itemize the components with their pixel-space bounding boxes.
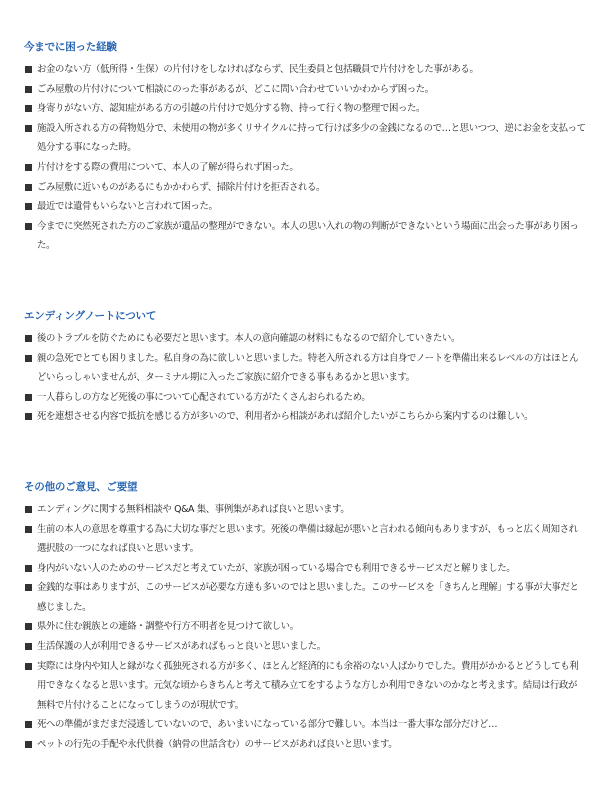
item-text: 死への準備がまだまだ浸透していないので、あいまいになっている部分で難しい。本当は一番大事な部分だけど…: [37, 719, 498, 731]
list-item: [24, 500, 586, 520]
square-bullet-icon: [25, 66, 32, 73]
section-title: その他のご意見、ご要望: [24, 480, 138, 493]
list-item: [24, 197, 586, 217]
list-item: [24, 407, 586, 427]
item-text: お金のない方（低所得・生保）の片付けをしなければならず、民生委員と包括職員で片付けをした事がある。: [37, 64, 479, 75]
item-text: 施設入所される方の荷物処分で、未使用の物が多くリサイクルに持って行けば多少の金銭になるので…と思いつつ、逆にお金を支払って処分する事になった時。: [37, 122, 586, 154]
item-text: 親の急死でとても困りました。私自身の為に欲しいと思いました。特老入所される方は自身でノートを準備出来るレベルの方はほとんどいらっしゃいませんが、ターミナル期に入ったご家族に紹介できる事もあるかと思います。: [37, 352, 579, 384]
list-item: [24, 329, 586, 349]
item-text: 身内がいない人のためのサービスだと考えていたが、家族が困っている場合でも利用できるサービスだと解りました。: [37, 562, 516, 574]
square-bullet-icon: [25, 86, 32, 93]
section-past-troubles: [24, 40, 586, 256]
list-item: [24, 657, 586, 716]
list-item: [24, 158, 586, 178]
item-text: 一人暮らしの方など死後の事について心配されている方がたくさんおられるため。: [37, 391, 371, 403]
item-text: 実際には身内や知人と縁がなく孤独死される方が多く、ほとんど経済的にも余裕のない人ばかりでした。費用がかかるとどうしても利用できなくなると思います。元気な頃からきちんと考えて積み立てをするような方しか利用できないのかなと考えます。結局は行政が無料で片付けることになってしまうのが現状です。: [37, 660, 579, 711]
item-text: 死を連想させる内容で抵抗を感じる方が多いので、利用者から相談があれば紹介したいがこちらから案内するのは難しい。: [37, 411, 534, 423]
list-item: [24, 388, 586, 408]
list-item: [24, 349, 586, 388]
square-bullet-icon: [25, 164, 32, 171]
square-bullet-icon: [25, 663, 32, 670]
item-text: 生活保護の人が利用できるサービスがあればもっと良いと思いました。: [37, 641, 326, 653]
list-item: [24, 578, 586, 617]
square-bullet-icon: [25, 565, 32, 572]
item-text: 最近では遺骨もいらないと言われて困った。: [37, 201, 218, 213]
item-text: 片付けをする際の費用について、本人の了解が得られず困った。: [37, 161, 299, 173]
item-text: ごみ屋敷の片付けについて相談にのった事があるが、どこに問い合わせていいかわからず困った。: [37, 83, 434, 95]
item-text: 身寄りがない方、認知症がある方の引越の片付けで処分する物、持って行く物の整理で困った。: [37, 103, 426, 115]
section-other-opinions: [24, 480, 586, 755]
section-title: エンディングノートについて: [24, 309, 157, 322]
square-bullet-icon: [25, 584, 32, 591]
list-item: [24, 60, 586, 80]
square-bullet-icon: [25, 721, 32, 728]
item-text: 今までに突然死された方のご家族が遺品の整理ができない。本人の思い入れの物の判断ができないという場面に出会った事があり困った。: [37, 220, 579, 252]
list-item: [24, 559, 586, 579]
item-text: 生前の本人の意思を尊重する為に大切な事だと思います。死後の準備は縁起が悪いと言われる傾向もありますが、もっと広く周知され選択肢の一つになれば良いと思います。: [37, 523, 578, 555]
list-item: [24, 99, 586, 119]
list-item: [24, 617, 586, 637]
square-bullet-icon: [25, 355, 32, 362]
square-bullet-icon: [25, 223, 32, 230]
square-bullet-icon: [25, 335, 32, 342]
item-list: [24, 329, 586, 427]
item-list: [24, 500, 586, 755]
item-text: 県外に住む親族との連絡・調整や行方不明者を見つけて欲しい。: [37, 621, 299, 633]
item-list: [24, 60, 586, 256]
list-item: [24, 217, 586, 256]
square-bullet-icon: [25, 394, 32, 401]
list-item: [24, 520, 586, 559]
section-title: 今までに困った経験: [24, 41, 117, 53]
square-bullet-icon: [25, 526, 32, 533]
list-item: [24, 80, 586, 100]
square-bullet-icon: [25, 506, 32, 513]
list-item: [24, 715, 586, 735]
list-item: [24, 178, 586, 198]
item-text: 金銭的な事はありますが、このサービスが必要な方達も多いのではと思いました。このサービスを「きちんと理解」する事が大事だと感じました。: [37, 582, 579, 613]
square-bullet-icon: [25, 643, 32, 650]
list-item: [24, 735, 586, 755]
item-text: ごみ屋敷に近いものがあるにもかかわらず、掃除片付けを拒否される。: [37, 181, 326, 193]
square-bullet-icon: [25, 203, 32, 210]
square-bullet-icon: [25, 741, 32, 748]
square-bullet-icon: [25, 184, 32, 191]
square-bullet-icon: [25, 125, 32, 132]
item-text: ペットの行先の手配や永代供養（納骨の世話含む）のサービスがあれば良いと思います。: [37, 739, 398, 751]
square-bullet-icon: [25, 413, 32, 420]
list-item: [24, 119, 586, 158]
square-bullet-icon: [25, 105, 32, 112]
item-text: エンディングに関する無料相談や Q&A 集、事例集があれば良いと思います。: [37, 503, 350, 515]
section-ending-note: [24, 309, 586, 427]
square-bullet-icon: [25, 623, 32, 630]
list-item: [24, 637, 586, 657]
item-text: 後のトラブルを防ぐためにも必要だと思います。本人の意向確認の材料にもなるので紹介していきたい。: [37, 332, 461, 344]
